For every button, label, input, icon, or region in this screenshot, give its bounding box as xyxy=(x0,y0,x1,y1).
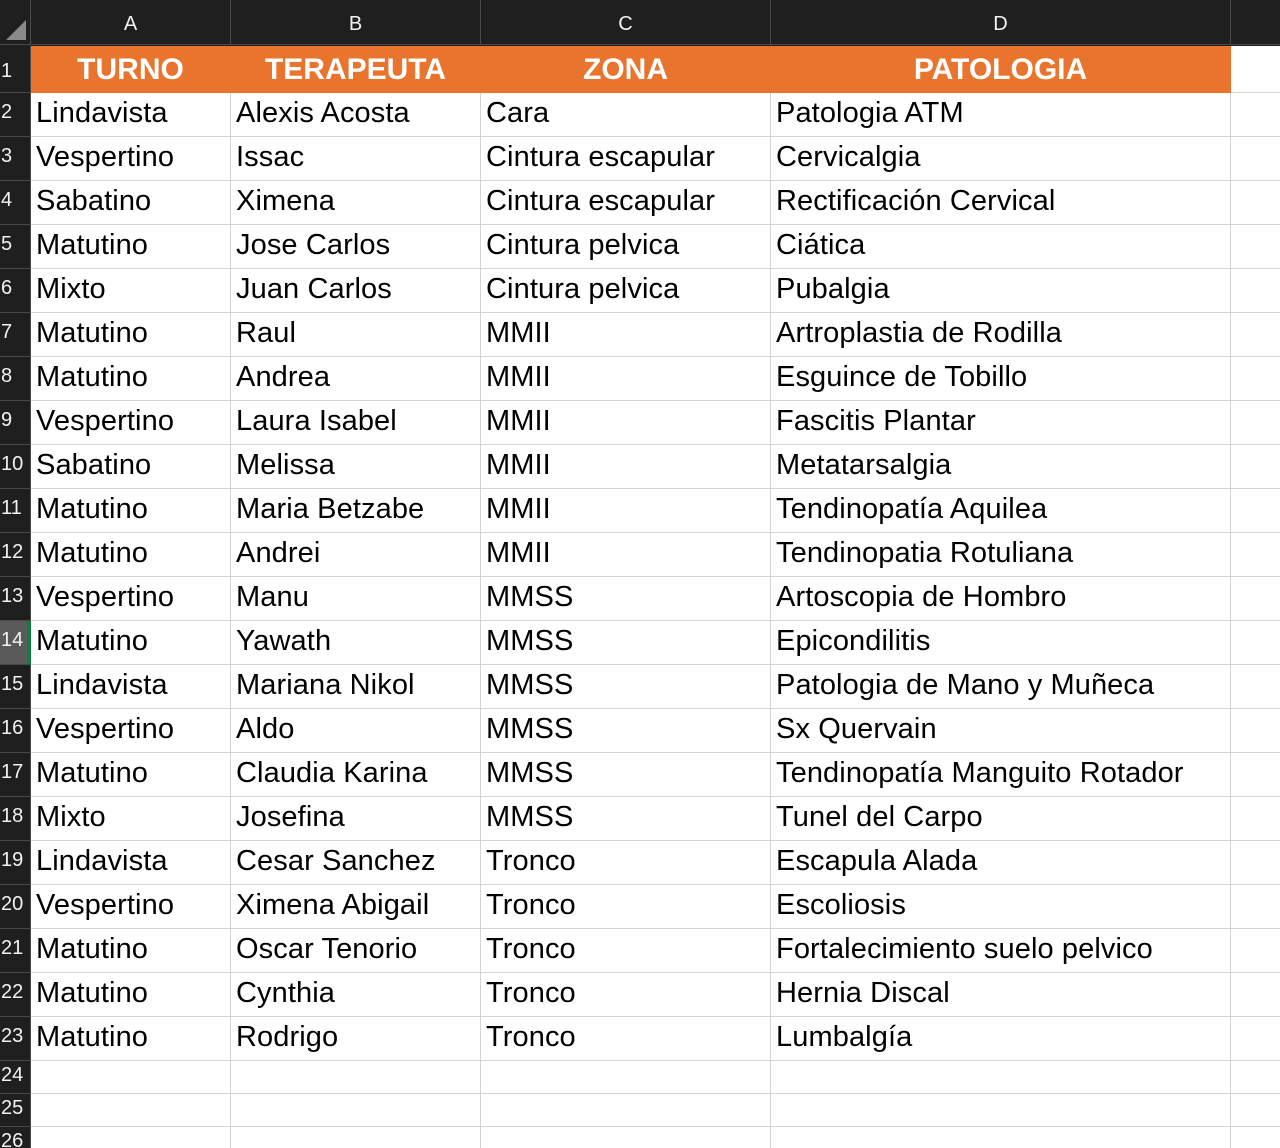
cell-empty[interactable] xyxy=(771,1061,1231,1094)
cell-turno[interactable]: Matutino xyxy=(31,753,231,797)
cell-patologia[interactable]: Cervicalgia xyxy=(771,137,1231,181)
cell-terapeuta[interactable]: Cynthia xyxy=(231,973,481,1017)
select-all-triangle-icon xyxy=(6,20,26,40)
header-cell-terapeuta[interactable]: TERAPEUTA xyxy=(231,46,481,93)
cell-empty[interactable] xyxy=(1231,1061,1280,1094)
column-header-b[interactable]: B xyxy=(231,0,481,45)
cell-zona[interactable]: MMSS xyxy=(481,577,771,621)
cell-empty[interactable] xyxy=(1231,885,1280,929)
row-header-5[interactable]: 5 xyxy=(0,225,31,269)
cell-zona[interactable]: MMII xyxy=(481,445,771,489)
cell-empty[interactable] xyxy=(1231,313,1280,357)
cell-zona[interactable]: MMII xyxy=(481,313,771,357)
cell-zona[interactable]: Cara xyxy=(481,93,771,137)
cell-turno[interactable]: Matutino xyxy=(31,357,231,401)
cell-empty[interactable] xyxy=(1231,665,1280,709)
select-all-button[interactable] xyxy=(0,0,31,45)
cell-turno[interactable]: Vespertino xyxy=(31,137,231,181)
column-header-c[interactable]: C xyxy=(481,0,771,45)
cell-empty[interactable] xyxy=(1231,93,1280,137)
row-header-9[interactable]: 9 xyxy=(0,401,31,445)
cell-empty[interactable] xyxy=(1231,841,1280,885)
header-cell-e[interactable] xyxy=(1231,46,1280,93)
cell-patologia[interactable]: Pubalgia xyxy=(771,269,1231,313)
cell-empty[interactable] xyxy=(481,1094,771,1127)
cell-empty[interactable] xyxy=(1231,1127,1280,1148)
row-header-20[interactable]: 20 xyxy=(0,885,31,929)
cell-terapeuta[interactable]: Mariana Nikol xyxy=(231,665,481,709)
cell-terapeuta[interactable]: Oscar Tenorio xyxy=(231,929,481,973)
cell-empty[interactable] xyxy=(771,1094,1231,1127)
cell-empty[interactable] xyxy=(1231,269,1280,313)
cell-turno[interactable]: Lindavista xyxy=(31,841,231,885)
row-header-13[interactable]: 13 xyxy=(0,577,31,621)
cell-terapeuta[interactable]: Melissa xyxy=(231,445,481,489)
cell-patologia[interactable]: Escoliosis xyxy=(771,885,1231,929)
row-header-11[interactable]: 11 xyxy=(0,489,31,533)
cell-zona[interactable]: Cintura escapular xyxy=(481,137,771,181)
row-header-21[interactable]: 21 xyxy=(0,929,31,973)
cell-terapeuta[interactable]: Ximena Abigail xyxy=(231,885,481,929)
cell-empty[interactable] xyxy=(1231,489,1280,533)
cell-empty[interactable] xyxy=(231,1094,481,1127)
cell-patologia[interactable]: Escapula Alada xyxy=(771,841,1231,885)
cell-empty[interactable] xyxy=(1231,753,1280,797)
column-header-e[interactable] xyxy=(1231,0,1280,45)
cell-turno[interactable]: Sabatino xyxy=(31,445,231,489)
cell-terapeuta[interactable]: Andrei xyxy=(231,533,481,577)
cell-empty[interactable] xyxy=(31,1094,231,1127)
cell-terapeuta[interactable]: Jose Carlos xyxy=(231,225,481,269)
cell-turno[interactable]: Matutino xyxy=(31,489,231,533)
cell-terapeuta[interactable]: Raul xyxy=(231,313,481,357)
cell-patologia[interactable]: Fascitis Plantar xyxy=(771,401,1231,445)
cell-empty[interactable] xyxy=(1231,1094,1280,1127)
cell-turno[interactable]: Lindavista xyxy=(31,93,231,137)
row-header-22[interactable]: 22 xyxy=(0,973,31,1017)
row-header-4[interactable]: 4 xyxy=(0,181,31,225)
cell-patologia[interactable]: Hernia Discal xyxy=(771,973,1231,1017)
cell-turno[interactable]: Vespertino xyxy=(31,577,231,621)
row-header-6[interactable]: 6 xyxy=(0,269,31,313)
cell-zona[interactable]: Cintura pelvica xyxy=(481,269,771,313)
row-header-18[interactable]: 18 xyxy=(0,797,31,841)
cell-zona[interactable]: MMII xyxy=(481,357,771,401)
cell-turno[interactable]: Mixto xyxy=(31,797,231,841)
cell-patologia[interactable]: Esguince de Tobillo xyxy=(771,357,1231,401)
cell-empty[interactable] xyxy=(231,1127,481,1148)
cell-zona[interactable]: MMII xyxy=(481,533,771,577)
row-header-19[interactable]: 19 xyxy=(0,841,31,885)
cell-turno[interactable]: Matutino xyxy=(31,621,231,665)
cell-empty[interactable] xyxy=(771,1127,1231,1148)
cell-patologia[interactable]: Metatarsalgia xyxy=(771,445,1231,489)
cell-empty[interactable] xyxy=(1231,137,1280,181)
cell-empty[interactable] xyxy=(1231,181,1280,225)
cell-terapeuta[interactable]: Laura Isabel xyxy=(231,401,481,445)
cell-patologia[interactable]: Tendinopatía Aquilea xyxy=(771,489,1231,533)
row-header-8[interactable]: 8 xyxy=(0,357,31,401)
cell-turno[interactable]: Matutino xyxy=(31,929,231,973)
cell-zona[interactable]: MMSS xyxy=(481,709,771,753)
cell-turno[interactable]: Matutino xyxy=(31,225,231,269)
header-cell-patologia[interactable]: PATOLOGIA xyxy=(771,46,1231,93)
cell-empty[interactable] xyxy=(231,1061,481,1094)
cell-zona[interactable]: MMII xyxy=(481,401,771,445)
row-header-26[interactable]: 26 xyxy=(0,1127,31,1148)
cell-terapeuta[interactable]: Yawath xyxy=(231,621,481,665)
row-header-7[interactable]: 7 xyxy=(0,313,31,357)
row-header-2[interactable]: 2 xyxy=(0,93,31,137)
column-header-d[interactable]: D xyxy=(771,0,1231,45)
cell-terapeuta[interactable]: Juan Carlos xyxy=(231,269,481,313)
cell-terapeuta[interactable]: Issac xyxy=(231,137,481,181)
cell-patologia[interactable]: Artroplastia de Rodilla xyxy=(771,313,1231,357)
cell-patologia[interactable]: Tunel del Carpo xyxy=(771,797,1231,841)
cell-empty[interactable] xyxy=(1231,533,1280,577)
cell-patologia[interactable]: Tendinopatia Rotuliana xyxy=(771,533,1231,577)
cell-zona[interactable]: Cintura pelvica xyxy=(481,225,771,269)
cell-zona[interactable]: Tronco xyxy=(481,973,771,1017)
cell-terapeuta[interactable]: Alexis Acosta xyxy=(231,93,481,137)
cell-empty[interactable] xyxy=(1231,709,1280,753)
cell-empty[interactable] xyxy=(1231,225,1280,269)
row-header-25[interactable]: 25 xyxy=(0,1094,31,1127)
cell-turno[interactable]: Vespertino xyxy=(31,401,231,445)
cell-empty[interactable] xyxy=(1231,621,1280,665)
row-header-16[interactable]: 16 xyxy=(0,709,31,753)
cell-turno[interactable]: Mixto xyxy=(31,269,231,313)
header-cell-turno[interactable]: TURNO xyxy=(31,46,231,93)
row-header-15[interactable]: 15 xyxy=(0,665,31,709)
cell-empty[interactable] xyxy=(31,1061,231,1094)
row-header-23[interactable]: 23 xyxy=(0,1017,31,1061)
cell-patologia[interactable]: Rectificación Cervical xyxy=(771,181,1231,225)
cell-terapeuta[interactable]: Rodrigo xyxy=(231,1017,481,1061)
cell-turno[interactable]: Matutino xyxy=(31,973,231,1017)
cell-empty[interactable] xyxy=(481,1127,771,1148)
cell-turno[interactable]: Sabatino xyxy=(31,181,231,225)
cell-turno[interactable]: Matutino xyxy=(31,533,231,577)
cell-patologia[interactable]: Tendinopatía Manguito Rotador xyxy=(771,753,1231,797)
header-cell-zona[interactable]: ZONA xyxy=(481,46,771,93)
cell-terapeuta[interactable]: Josefina xyxy=(231,797,481,841)
cell-terapeuta[interactable]: Aldo xyxy=(231,709,481,753)
cell-zona[interactable]: Cintura escapular xyxy=(481,181,771,225)
row-header-10[interactable]: 10 xyxy=(0,445,31,489)
cell-patologia[interactable]: Fortalecimiento suelo pelvico xyxy=(771,929,1231,973)
row-header-3[interactable]: 3 xyxy=(0,137,31,181)
cell-terapeuta[interactable]: Andrea xyxy=(231,357,481,401)
cell-empty[interactable] xyxy=(31,1127,231,1148)
cell-terapeuta[interactable]: Cesar Sanchez xyxy=(231,841,481,885)
cell-empty[interactable] xyxy=(1231,357,1280,401)
cell-patologia[interactable]: Sx Quervain xyxy=(771,709,1231,753)
cell-zona[interactable]: MMII xyxy=(481,489,771,533)
cell-empty[interactable] xyxy=(1231,797,1280,841)
cell-patologia[interactable]: Patologia ATM xyxy=(771,93,1231,137)
cell-patologia[interactable]: Patologia de Mano y Muñeca xyxy=(771,665,1231,709)
row-header-17[interactable]: 17 xyxy=(0,753,31,797)
cell-zona[interactable]: Tronco xyxy=(481,885,771,929)
cell-zona[interactable]: MMSS xyxy=(481,753,771,797)
cell-zona[interactable]: MMSS xyxy=(481,665,771,709)
cell-terapeuta[interactable]: Manu xyxy=(231,577,481,621)
column-header-a[interactable]: A xyxy=(31,0,231,45)
cell-zona[interactable]: MMSS xyxy=(481,797,771,841)
cell-zona[interactable]: MMSS xyxy=(481,621,771,665)
cell-empty[interactable] xyxy=(481,1061,771,1094)
row-header-24[interactable]: 24 xyxy=(0,1061,31,1094)
cell-empty[interactable] xyxy=(1231,1017,1280,1061)
cell-zona[interactable]: Tronco xyxy=(481,841,771,885)
cell-empty[interactable] xyxy=(1231,929,1280,973)
row-header-12[interactable]: 12 xyxy=(0,533,31,577)
cell-patologia[interactable]: Lumbalgía xyxy=(771,1017,1231,1061)
cell-patologia[interactable]: Artoscopia de Hombro xyxy=(771,577,1231,621)
row-header-1[interactable]: 1 xyxy=(0,46,31,93)
cell-terapeuta[interactable]: Maria Betzabe xyxy=(231,489,481,533)
cell-empty[interactable] xyxy=(1231,577,1280,621)
cell-zona[interactable]: Tronco xyxy=(481,929,771,973)
cell-empty[interactable] xyxy=(1231,973,1280,1017)
cell-terapeuta[interactable]: Ximena xyxy=(231,181,481,225)
cell-turno[interactable]: Vespertino xyxy=(31,885,231,929)
cell-turno[interactable]: Vespertino xyxy=(31,709,231,753)
cell-turno[interactable]: Matutino xyxy=(31,313,231,357)
cell-turno[interactable]: Lindavista xyxy=(31,665,231,709)
cell-patologia[interactable]: Epicondilitis xyxy=(771,621,1231,665)
cell-turno[interactable]: Matutino xyxy=(31,1017,231,1061)
cell-patologia[interactable]: Ciática xyxy=(771,225,1231,269)
cell-terapeuta[interactable]: Claudia Karina xyxy=(231,753,481,797)
cell-zona[interactable]: Tronco xyxy=(481,1017,771,1061)
cell-empty[interactable] xyxy=(1231,445,1280,489)
row-header-14[interactable]: 14 xyxy=(0,621,31,665)
cell-empty[interactable] xyxy=(1231,401,1280,445)
